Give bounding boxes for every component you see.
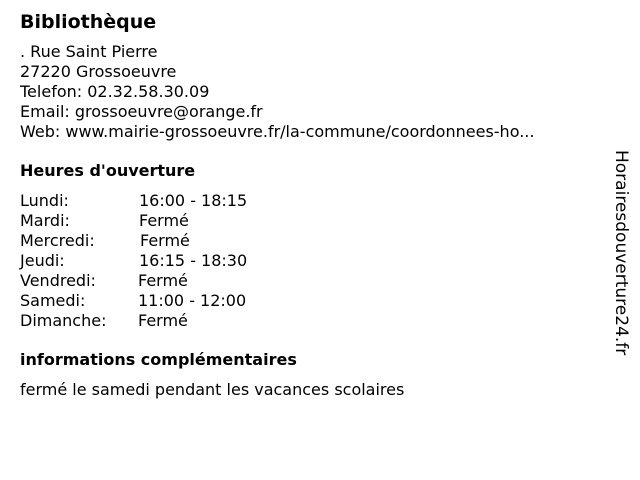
- hours-day: Mardi:: [20, 211, 70, 230]
- hours-row: [20, 291, 600, 311]
- hours-time: Fermé: [138, 311, 188, 330]
- hours-row: [20, 231, 600, 251]
- site-brand-label: Horairesdouverture24.fr: [611, 149, 631, 356]
- hours-time: 11:00 - 12:00: [138, 291, 247, 310]
- site-brand-watermark: [603, 135, 639, 370]
- additional-info-text: fermé le samedi pendant les vacances scolaires: [20, 380, 405, 399]
- hours-row: [20, 211, 600, 231]
- opening-hours-table: [20, 191, 600, 331]
- hours-row: [20, 251, 600, 271]
- opening-hours-heading: Heures d'ouverture: [20, 161, 196, 180]
- hours-day: Samedi:: [20, 291, 86, 310]
- hours-time: Fermé: [139, 211, 189, 230]
- hours-day: Mercredi:: [20, 231, 95, 250]
- hours-time: Fermé: [138, 271, 188, 290]
- hours-row: [20, 271, 600, 291]
- hours-time: Fermé: [140, 231, 190, 250]
- city-postal: 27220 Grossoeuvre: [20, 62, 177, 81]
- website-link: Web: www.mairie-grossoeuvre.fr/la-commune/coordonnees-ho...: [20, 122, 535, 141]
- hours-time: 16:15 - 18:30: [139, 251, 248, 270]
- hours-day: Vendredi:: [20, 271, 96, 290]
- phone-number: Telefon: 02.32.58.30.09: [20, 82, 210, 101]
- hours-day: Lundi:: [20, 191, 69, 210]
- hours-day: Jeudi:: [20, 251, 65, 270]
- page-title: Bibliothèque: [20, 11, 157, 33]
- street-address: . Rue Saint Pierre: [20, 42, 158, 61]
- hours-row: [20, 311, 600, 331]
- hours-day: Dimanche:: [20, 311, 107, 330]
- email-address: Email: grossoeuvre@orange.fr: [20, 102, 263, 121]
- library-details: [20, 10, 600, 400]
- hours-time: 16:00 - 18:15: [139, 191, 248, 210]
- additional-info-heading: informations complémentaires: [20, 350, 297, 369]
- address-block: [20, 42, 600, 142]
- hours-row: [20, 191, 600, 211]
